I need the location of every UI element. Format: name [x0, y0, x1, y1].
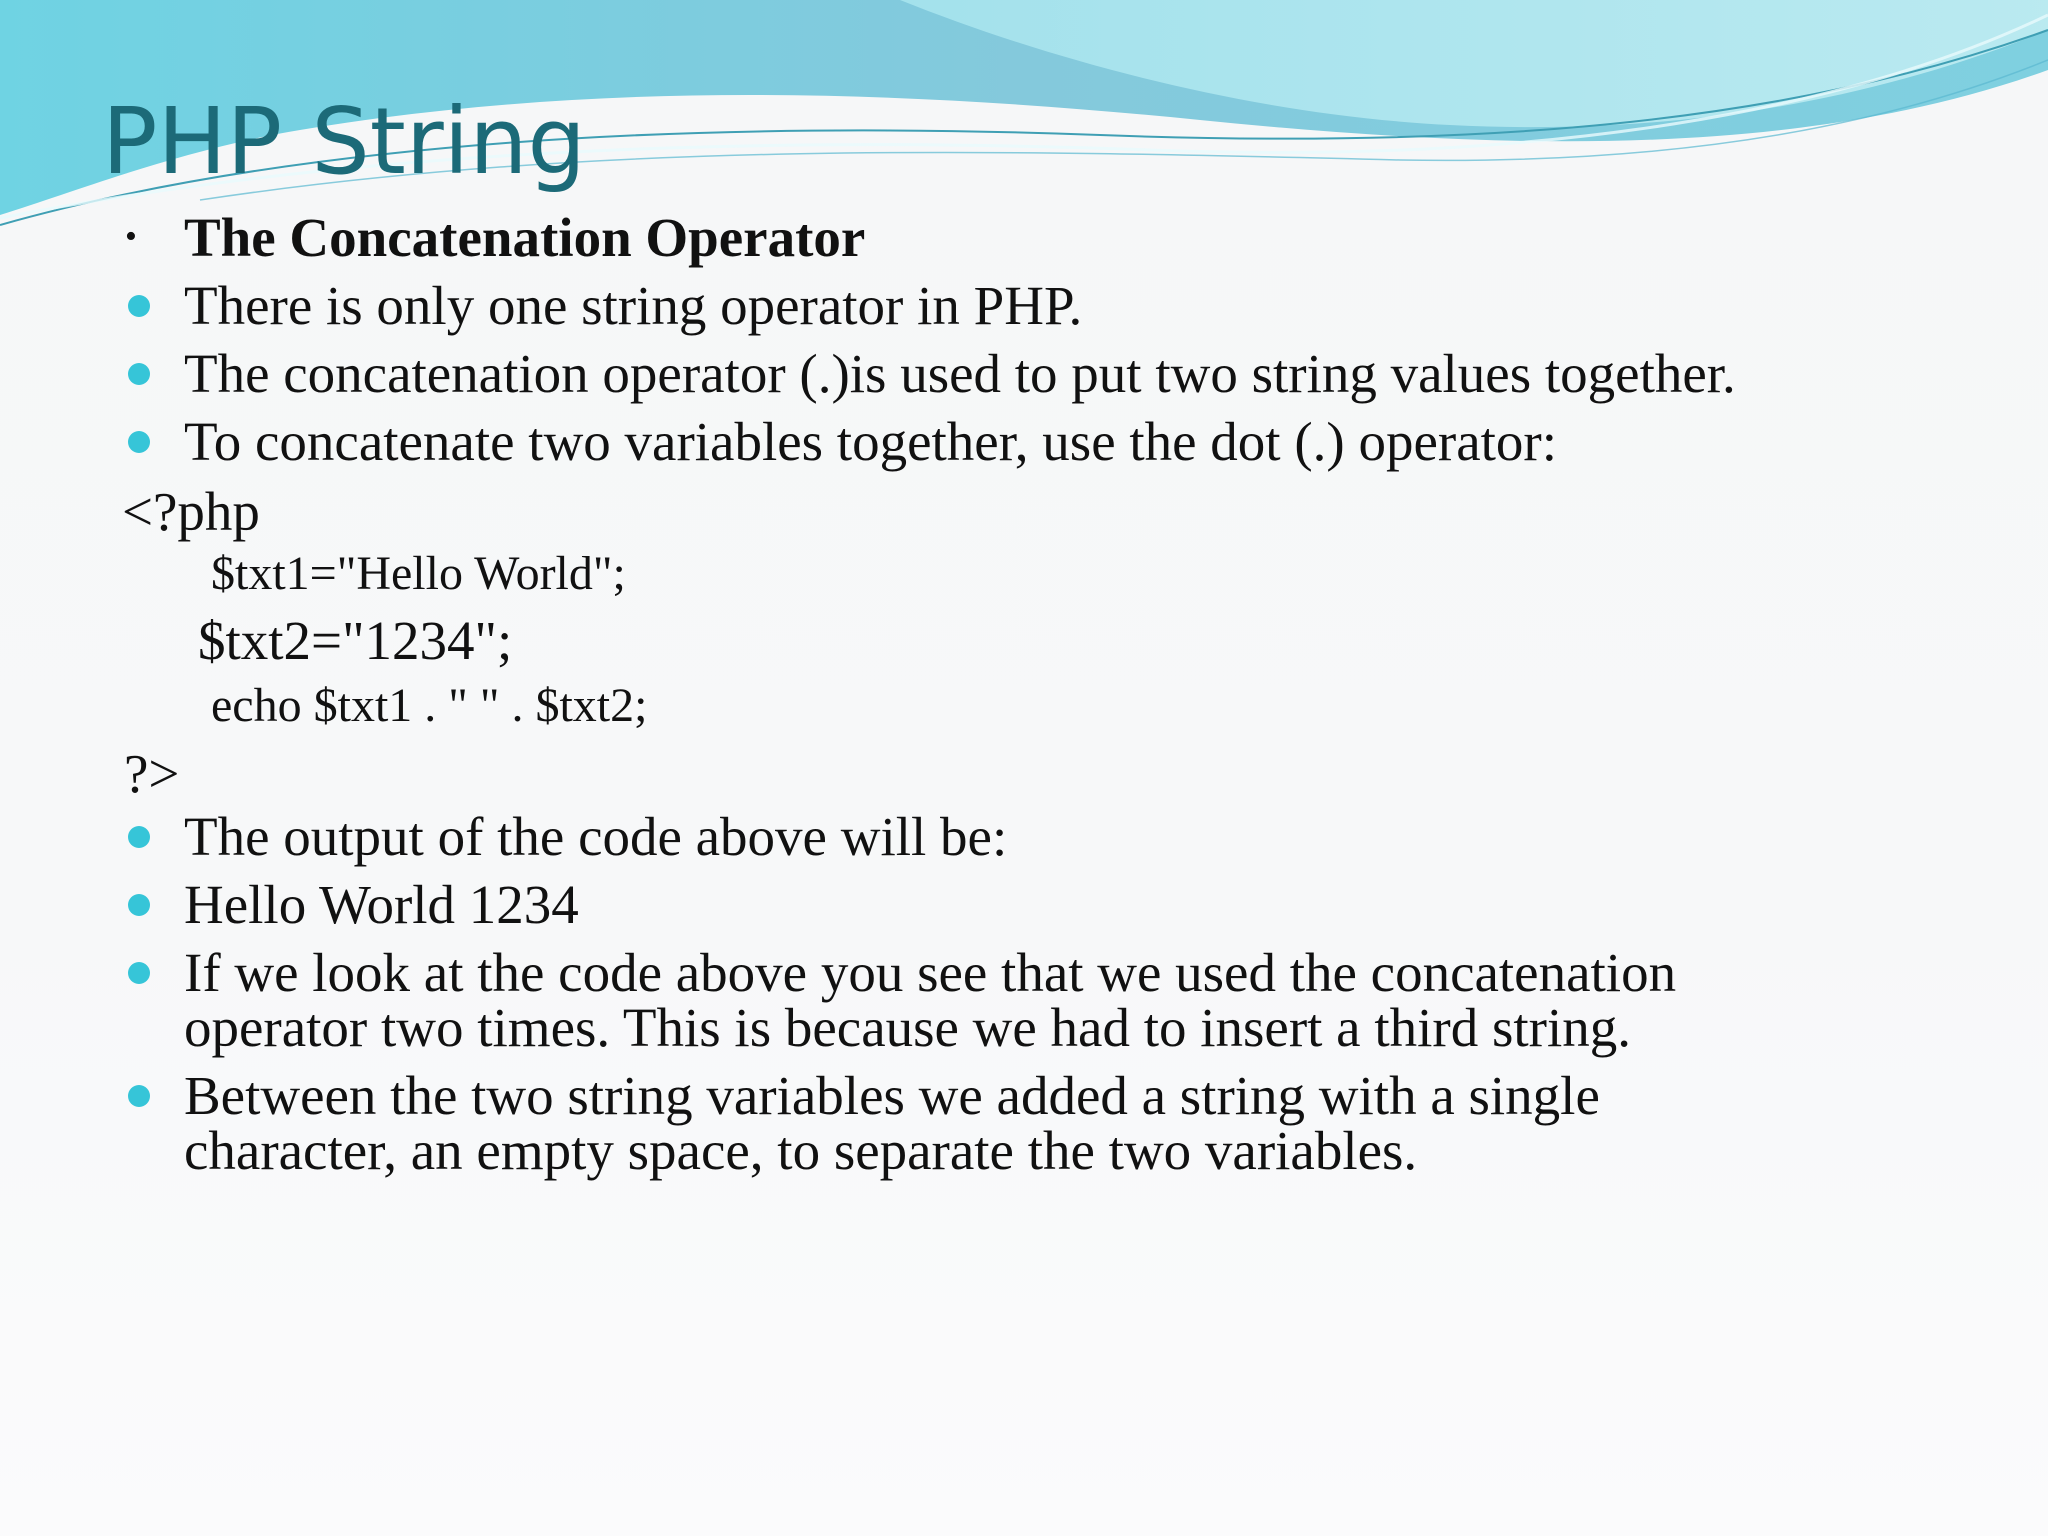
bullet-marker: [128, 1085, 150, 1107]
bullet-text: Hello World 1234: [184, 874, 579, 935]
code-close-tag: ?>: [124, 743, 180, 804]
section-heading: The Concatenation Operator: [184, 207, 866, 268]
bullet-text-continued: character, an empty space, to separate the two variables.: [184, 1120, 1418, 1181]
code-line: echo $txt1 . " " . $txt2;: [211, 679, 648, 732]
bullet-marker: [128, 962, 150, 984]
bullet-marker: [128, 295, 150, 317]
bullet-marker: [128, 431, 150, 453]
bullet-text: To concatenate two variables together, use the dot (.) operator:: [184, 411, 1557, 472]
bullet-text: The concatenation operator (.)is used to put two string values together.: [184, 343, 1736, 404]
bullet-marker: [128, 826, 150, 848]
bullet-text-continued: operator two times. This is because we had to insert a third string.: [184, 997, 1631, 1058]
bullet-marker: [128, 363, 150, 385]
bullet-text: If we look at the code above you see that we used the concatenation: [184, 942, 1677, 1003]
code-line: $txt2="1234";: [198, 610, 513, 671]
code-open-tag: <?php: [122, 481, 260, 542]
bullet-marker: •: [125, 218, 137, 255]
bullet-marker: [128, 894, 150, 916]
bullet-text: Between the two string variables we added a string with a single: [184, 1065, 1600, 1126]
bullet-text: There is only one string operator in PHP.: [184, 275, 1083, 336]
bullet-text: The output of the code above will be:: [184, 806, 1008, 867]
code-line: $txt1="Hello World";: [211, 547, 626, 600]
slide-title: PHP String: [102, 88, 586, 195]
